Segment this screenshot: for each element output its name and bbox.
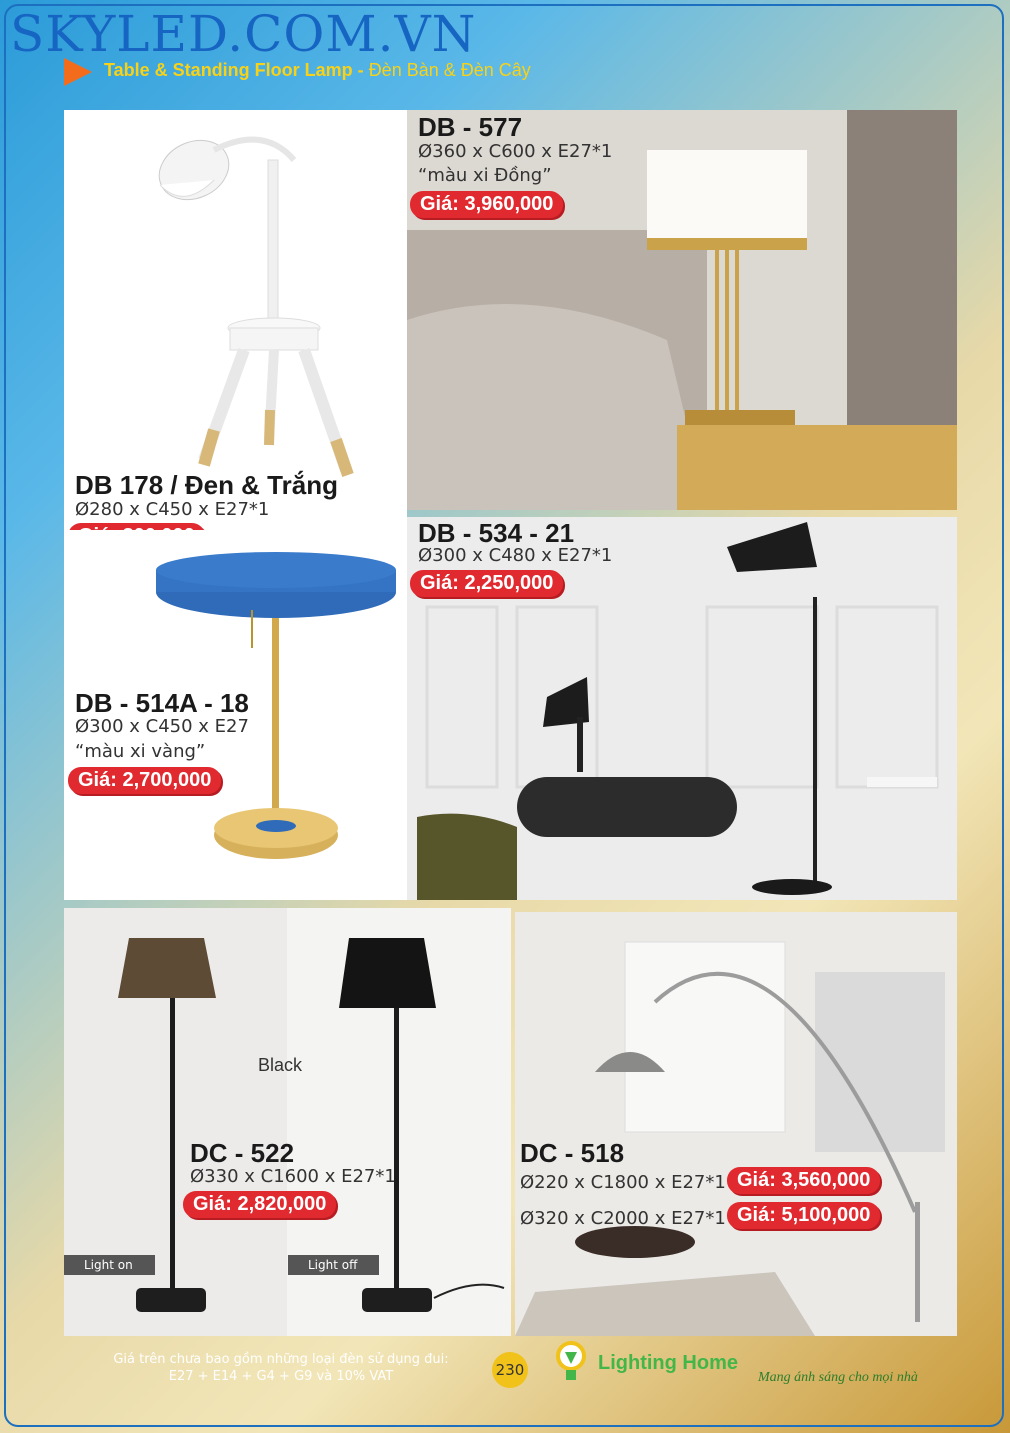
product-code-db534: DB - 534 - 21 bbox=[418, 518, 575, 548]
product-panel-db178 bbox=[64, 110, 407, 530]
product-spec-dc518-large: Ø320 x C2000 x E27*1 bbox=[520, 1208, 726, 1229]
footnote-line-1: Giá trên chưa bao gồm những loại đèn sử dụng đui: bbox=[113, 1352, 449, 1367]
product-code-dc522: DC - 522 bbox=[190, 1138, 295, 1168]
product-spec-db534: Ø300 x C480 x E27*1 bbox=[418, 545, 613, 566]
price-badge-db577: Giá: 3,960,000 bbox=[410, 191, 563, 218]
product-spec-dc518-small: Ø220 x C1800 x E27*1 bbox=[520, 1172, 726, 1193]
bulb-logo-icon bbox=[556, 1340, 586, 1388]
color-label-black: Black bbox=[258, 1055, 303, 1075]
light-on-label: Light on bbox=[64, 1255, 155, 1275]
price-badge-dc518-large: Giá: 5,100,000 bbox=[727, 1202, 880, 1229]
light-off-label: Light off bbox=[288, 1255, 379, 1275]
price-footnote bbox=[96, 1351, 466, 1385]
subtitle-en: Table & Standing Floor Lamp - bbox=[104, 60, 364, 80]
brand-slogan: Mang ánh sáng cho mọi nhà bbox=[758, 1370, 918, 1385]
product-code-db577: DB - 577 bbox=[418, 112, 523, 142]
product-code-db178: DB 178 / Đen & Trắng bbox=[75, 470, 338, 500]
product-code-db514: DB - 514A - 18 bbox=[75, 688, 249, 718]
lamp-db178-image bbox=[64, 110, 407, 530]
price-badge-dc522: Giá: 2,820,000 bbox=[183, 1191, 336, 1218]
arrow-icon bbox=[64, 58, 92, 86]
product-code-dc518: DC - 518 bbox=[520, 1138, 625, 1168]
page-number: 230 bbox=[492, 1352, 528, 1388]
product-panel-dc518 bbox=[515, 912, 957, 1336]
price-badge-db534: Giá: 2,250,000 bbox=[410, 570, 563, 597]
brand-logo-text: Lighting Home bbox=[598, 1352, 738, 1374]
product-note-db514: “màu xi vàng” bbox=[75, 741, 206, 762]
price-badge-dc518-small: Giá: 3,560,000 bbox=[727, 1167, 880, 1194]
lamp-dc518-image bbox=[515, 912, 957, 1336]
product-spec-db178: Ø280 x C450 x E27*1 bbox=[75, 499, 270, 520]
site-title: SKYLED.COM.VN bbox=[10, 5, 477, 63]
catalog-subtitle bbox=[104, 60, 531, 81]
product-spec-dc522: Ø330 x C1600 x E27*1 bbox=[190, 1166, 396, 1187]
footnote-line-2: E27 + E14 + G4 + G9 và 10% VAT bbox=[168, 1369, 394, 1384]
subtitle-vn: Đèn Bàn & Đèn Cây bbox=[368, 60, 531, 80]
product-note-db577: “màu xi Đồng” bbox=[418, 165, 552, 186]
product-spec-db577: Ø360 x C600 x E27*1 bbox=[418, 141, 613, 162]
product-spec-db514: Ø300 x C450 x E27 bbox=[75, 716, 249, 737]
price-badge-db514: Giá: 2,700,000 bbox=[68, 767, 221, 794]
